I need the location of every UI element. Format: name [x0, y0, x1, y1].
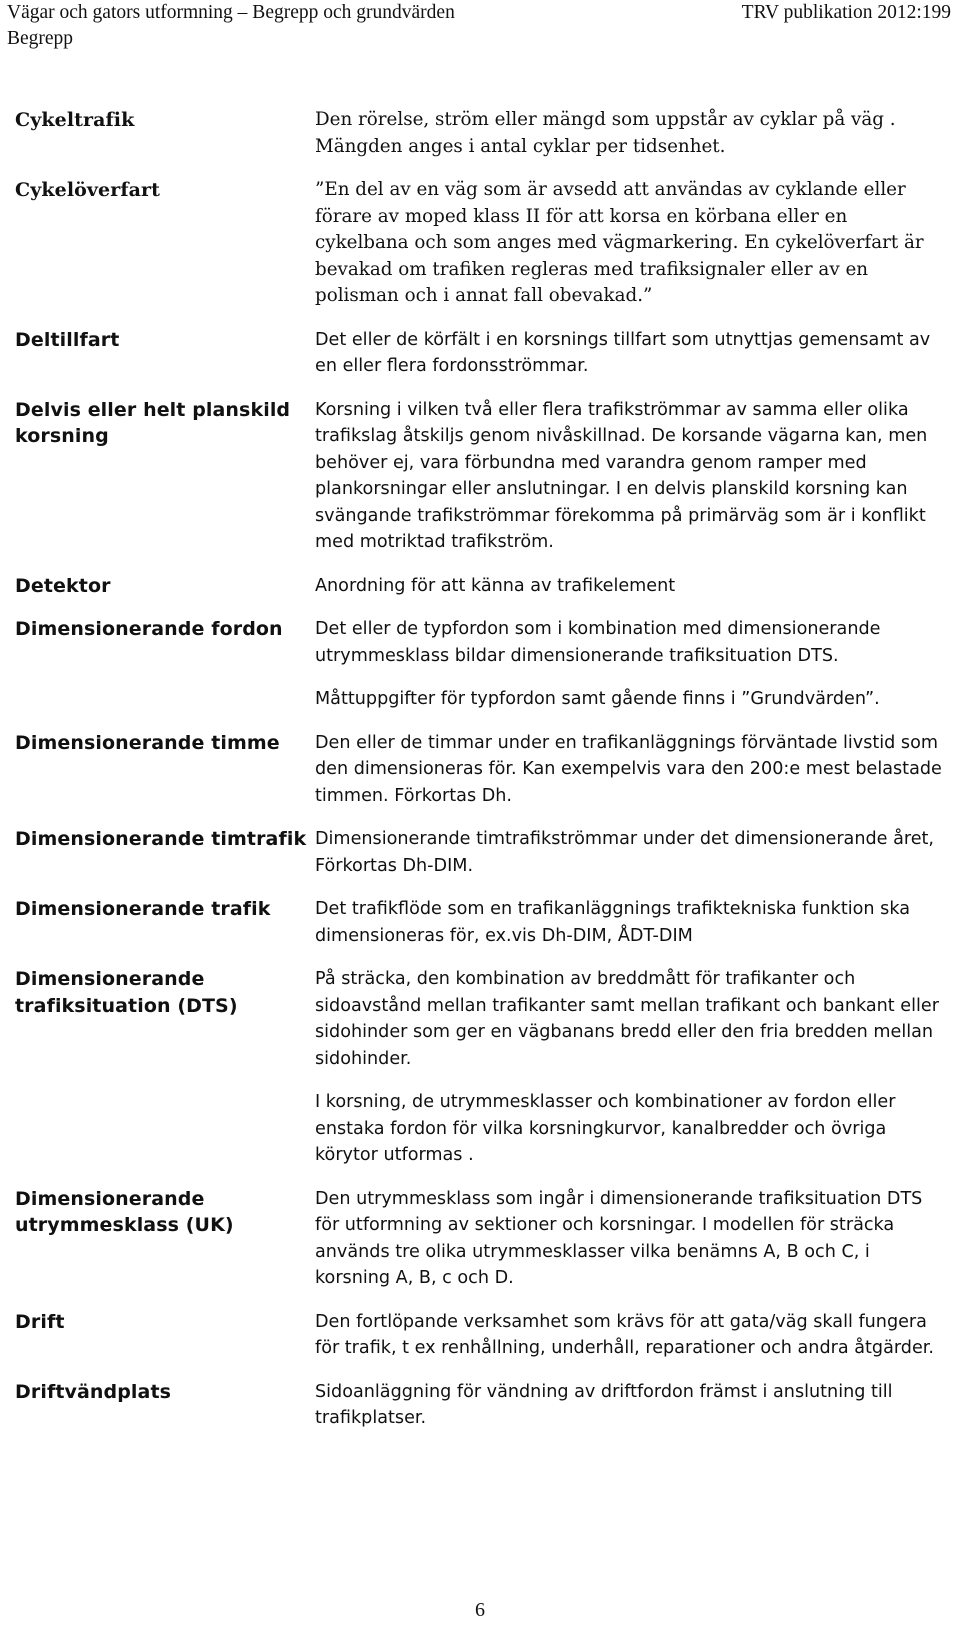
definition-text: Dimensionerande timtrafikströmmar under det dimensionerande året, Förkortas Dh-DIM. [315, 829, 935, 876]
definition [315, 327, 945, 380]
term: Dimensionerande trafik [15, 898, 271, 920]
definition-text: Korsning i vilken två eller flera trafikströmmar av samma eller olika trafikslag åtskiljs genom nivåskillnad. De korsande vägarna kan, men behöver ej, vara förbundna med varandra genom ramper med plankorsningar eller anslutningar. I en delvis planskild korsning kan svängande trafikströmmar förekomma på primärväg som är i konflikt med motriktad trafikström. [315, 399, 928, 552]
definition-text: Det trafikflöde som en trafikanläggnings trafiktekniska funktion ska dimensioneras för, ex.vis Dh-DIM, ÅDT-DIM [315, 899, 910, 946]
definition [315, 966, 945, 1169]
definition-text: Den utrymmesklass som ingår i dimensionerande trafiksituation DTS för utformning av sektioner och korsningar. I modellen för sträcka används tre olika utrymmesklasser vilka benämns A, B och C, i korsning A, B, c och D. [315, 1188, 923, 1288]
definition-text: Måttuppgifter för typfordon samt gående finns i ”Grundvärden”. [315, 689, 880, 709]
glossary [15, 107, 945, 1449]
definition-text: På sträcka, den kombination av breddmått för trafikanter och sidoavstånd mellan trafikanter samt mellan trafikant och bankant eller sidohinder som ger en vägbanans bredd eller den fria bredden mellan sidohinder. [315, 969, 939, 1069]
publication-number: TRV publikation 2012:199 [741, 2, 951, 23]
definition [315, 730, 945, 810]
definition-text: Den eller de timmar under en trafikanläggnings förväntade livstid som den dimensioneras för. Kan exempelvis vara den 200:e mest belastade timmen. Förkortas Dh. [315, 732, 942, 806]
definition-text: Anordning för att känna av trafikelement [315, 575, 676, 596]
definition [315, 896, 945, 949]
section-title: Begrepp [7, 28, 74, 49]
page-number: 6 [475, 1599, 485, 1621]
glossary-entry [15, 177, 945, 310]
term: Driftvändplats [15, 1380, 172, 1403]
glossary-entry [15, 107, 945, 160]
document-title: Vägar och gators utformning – Begrepp och grundvärden [7, 2, 455, 23]
definition-text: Sidoanläggning för vändning av driftfordon främst i anslutning till trafikplatser. [315, 1381, 893, 1428]
glossary-entry [15, 1186, 945, 1292]
glossary-entry [15, 730, 945, 810]
definition-text: I korsning, de utrymmesklasser och kombinationer av fordon eller enstaka fordon för vilka korsningkurvor, kanalbredder och övriga körytor utformas . [315, 1092, 896, 1165]
definition [315, 1186, 945, 1292]
definition [315, 177, 945, 310]
definition-text: Den rörelse, ström eller mängd som uppstår av cyklar på väg . Mängden anges i antal cyklar per tidsenhet. [315, 109, 896, 157]
definition [315, 1379, 945, 1432]
glossary-entry [15, 573, 945, 600]
glossary-entry [15, 826, 945, 879]
term: Delvis eller helt planskild korsning [15, 398, 291, 447]
glossary-entry [15, 616, 945, 713]
definition [315, 107, 945, 160]
term: Deltillfart [15, 328, 120, 351]
term: Dimensionerande fordon [15, 618, 283, 640]
glossary-entry [15, 1309, 945, 1362]
glossary-entry [15, 966, 945, 1169]
definition [315, 616, 945, 713]
term: Dimensionerande utrymmesklass (UK) [15, 1187, 234, 1236]
glossary-entry [15, 1379, 945, 1432]
glossary-entry [15, 327, 945, 380]
term: Detektor [15, 574, 111, 597]
definition [315, 397, 945, 556]
definition-text: Den fortlöpande verksamhet som krävs för att gata/väg skall fungera för trafik, t ex renhållning, underhåll, reparationer och andra åtgärder. [315, 1311, 934, 1358]
glossary-entry [15, 397, 945, 556]
term: Cykeltrafik [15, 109, 135, 131]
term: Drift [15, 1310, 65, 1333]
term: Dimensionerande timtrafik [15, 828, 307, 850]
definition-text: ”En del av en väg som är avsedd att användas av cyklande eller förare av moped klass II för att korsa en körbana eller en cykelbana och som anges med vägmarkering. En cykelöverfart är bevakad om trafiken regleras med trafiksignaler eller av en polisman och i annat fall obevakad.” [315, 179, 924, 306]
definition [315, 573, 945, 600]
definition-text: Det eller de körfält i en korsnings tillfart som utnyttjas gemensamt av en eller flera fordonsströmmar. [315, 329, 931, 376]
term: Dimensionerande trafiksituation (DTS) [15, 968, 238, 1017]
term: Cykelöverfart [15, 179, 161, 201]
glossary-entry [15, 896, 945, 949]
definition-text: Det eller de typfordon som i kombination med dimensionerande utrymmesklass bildar dimensionerande trafiksituation DTS. [315, 619, 881, 666]
definition [315, 826, 945, 879]
definition [315, 1309, 945, 1362]
term: Dimensionerande timme [15, 731, 280, 754]
